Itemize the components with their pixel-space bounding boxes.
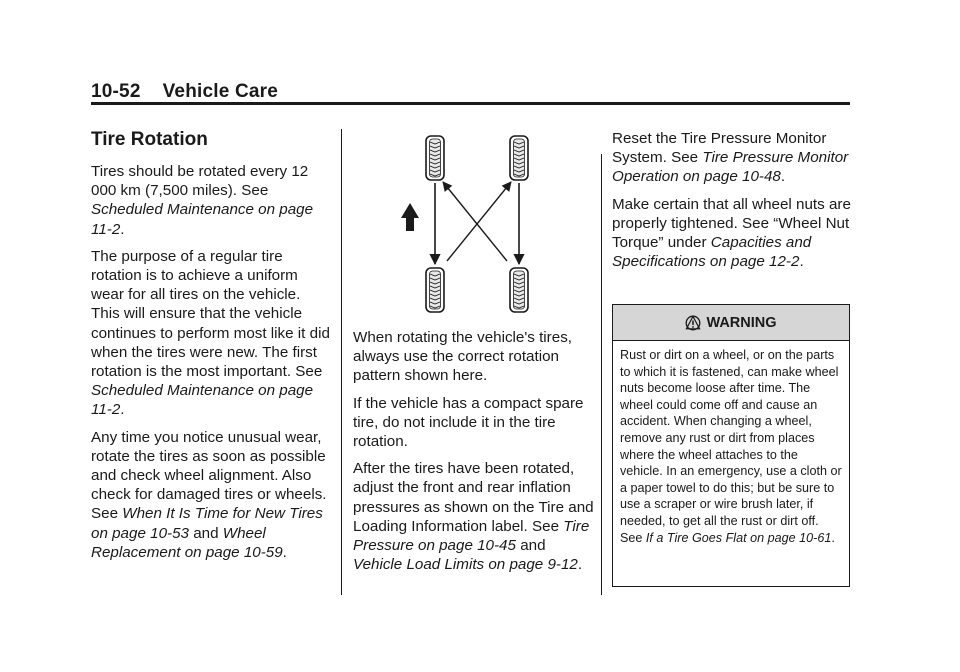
- cross-reference-link[interactable]: Vehicle Load Limits on page 9-12: [353, 556, 578, 574]
- text: .: [282, 543, 287, 561]
- text: Any time you notice unusual wear, rotate the tires as soon as possible and check wheel alignment. Also check for damaged tires or wheels. See: [91, 428, 327, 523]
- text: .: [120, 220, 125, 238]
- page-header: [91, 81, 278, 103]
- text: .: [799, 253, 804, 271]
- text: Rust or dirt on a wheel, or on the parts to which it is fastened, can make wheel nuts become loose after time. The wheel could come off and cause an accident. When changing a wheel, remove any rust or dirt from places where the wheel attaches to the vehicle. In an emergency, use a cloth or a paper towel to do this; but be sure to use a scraper or wire brush later, if needed, to get all the rust or dirt off. See: [620, 348, 842, 545]
- cross-reference-link[interactable]: Capacities and Specifications on page 12-2: [612, 234, 812, 271]
- cross-reference-link[interactable]: Tire Pressure Monitor Operation on page 10-48: [612, 149, 849, 186]
- cross-reference-link[interactable]: Tire Pressure on page 10-45: [353, 517, 590, 555]
- text: .: [120, 401, 125, 419]
- tire-rotation-diagram: [393, 130, 553, 315]
- section-heading: Tire Rotation: [91, 129, 208, 150]
- warning-text: [613, 341, 849, 546]
- paragraph: [612, 195, 856, 272]
- text: .: [831, 530, 835, 545]
- text: After the tires have been rotated, adjust the front and rear inflation pressures as shown on the Tire and Loading Information label. See: [353, 460, 594, 535]
- text: and: [515, 537, 546, 555]
- text: Make certain that all wheel nuts are properly tightened. See “Wheel Nut Torque” under: [612, 195, 851, 252]
- column-right: [612, 130, 856, 279]
- cross-reference-link[interactable]: If a Tire Goes Flat on page 10-61: [645, 530, 832, 545]
- page-number: 10-52: [91, 81, 141, 102]
- cross-reference-link[interactable]: When It Is Time for New Tires on page 10-53: [91, 505, 323, 542]
- warning-icon: [685, 315, 701, 331]
- chapter-title: Vehicle Care: [162, 81, 279, 102]
- column-divider: [341, 129, 342, 595]
- rear-left-tire-icon: [426, 268, 444, 312]
- cross-reference-link[interactable]: Scheduled Maintenance on page 11-2: [91, 382, 314, 419]
- text: .: [780, 168, 786, 186]
- paragraph: When rotating the vehicle's tires, always use the correct rotation pattern shown here.: [353, 329, 573, 385]
- text: Reset the Tire Pressure Monitor System. See: [612, 130, 827, 167]
- paragraph: [353, 459, 597, 574]
- column-left: [91, 129, 331, 570]
- front-right-tire-icon: [510, 136, 528, 180]
- paragraph: [91, 162, 331, 239]
- arrow-rear-left-to-front-right: [447, 182, 511, 261]
- rear-right-tire-icon: [510, 268, 528, 312]
- warning-header: [613, 305, 849, 341]
- paragraph: [91, 247, 331, 420]
- paragraph: [91, 428, 331, 562]
- warning-label: WARNING: [706, 314, 777, 331]
- text: Tires should be rotated every 12 000 km (7,500 miles). See: [91, 163, 309, 200]
- paragraph: If the vehicle has a compact spare tire, do not include it in the tire rotation.: [353, 394, 584, 451]
- paragraph: [612, 129, 856, 187]
- cross-reference-link[interactable]: Wheel Replacement on page 10-59: [91, 524, 283, 561]
- text: .: [577, 556, 583, 574]
- cross-reference-link[interactable]: Scheduled Maintenance on page 11-2: [91, 201, 314, 238]
- header-rule: [91, 102, 850, 105]
- column-divider: [601, 154, 602, 595]
- vehicle-front-direction-arrow-icon: [401, 203, 419, 231]
- text: and: [188, 524, 223, 542]
- text: The purpose of a regular tire rotation is to achieve a uniform wear for all tires on the vehicle. This will ensure that the vehicle continues to perform most like it did when the tires were new. The first rotation is the most important. See: [91, 247, 330, 381]
- column-middle: [353, 328, 597, 582]
- front-left-tire-icon: [426, 136, 444, 180]
- warning-box: [612, 304, 850, 587]
- arrow-rear-right-to-front-left: [443, 182, 507, 261]
